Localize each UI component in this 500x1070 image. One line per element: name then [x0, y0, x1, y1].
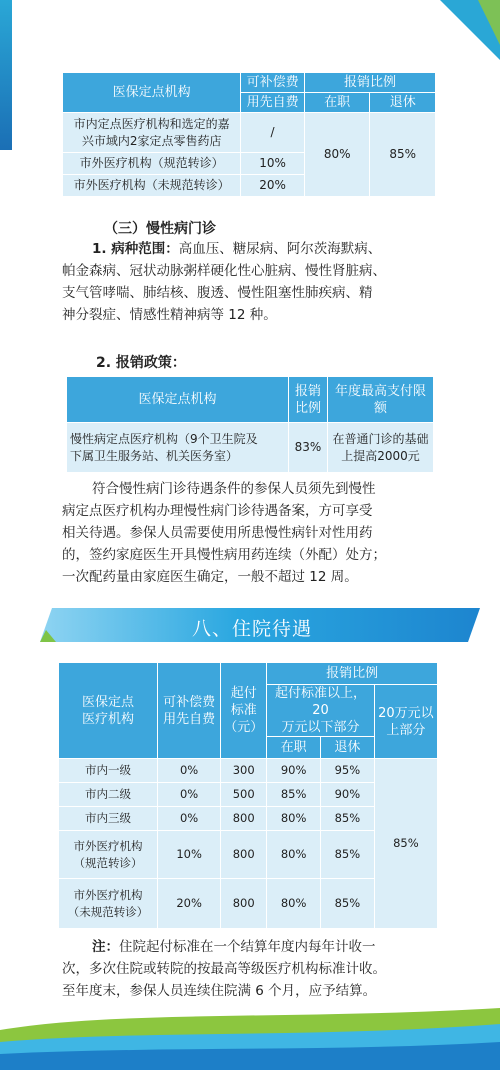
- table-cell: 0%: [157, 759, 220, 783]
- table-cell: 85%: [374, 759, 437, 929]
- th-pay: 可补偿费 用先自费: [157, 663, 220, 759]
- th-limit: 年度最高支付限额: [328, 377, 434, 423]
- table-cell: 市内二级: [59, 783, 158, 807]
- table-cell: 90%: [267, 759, 321, 783]
- note-line-2: 次，多次住院或转院的按最高等级医疗机构标准计收。: [62, 961, 386, 977]
- table-cell: 20%: [241, 175, 305, 197]
- table-cell: 800: [221, 807, 267, 831]
- table-cell: 85%: [320, 831, 374, 879]
- table-cell: 95%: [320, 759, 374, 783]
- table-cell: 0%: [157, 783, 220, 807]
- policy-title: 2. 报销政策：: [96, 355, 186, 371]
- para-line-4: 的，签约家庭医生开具慢性病用药连续（外配）处方；: [62, 547, 386, 563]
- bottom-wave-decor: [0, 1000, 500, 1070]
- scope-line-1: 1. 病种范围：高血压、糖尿病、阿尔茨海默病、: [92, 241, 382, 257]
- table-cell: 85%: [267, 783, 321, 807]
- table-cell: 市内定点医疗机构和选定的嘉 兴市域内2家定点零售药店: [63, 113, 241, 153]
- outpatient-table: [62, 72, 436, 197]
- hospital-table: [58, 662, 438, 929]
- th-retire: 退休: [370, 93, 436, 113]
- th-ratio: 报销比例: [267, 663, 438, 685]
- table-cell: 85%: [320, 879, 374, 929]
- table-cell: 85%: [320, 807, 374, 831]
- table-cell: 800: [221, 879, 267, 929]
- corner-decor-green: [478, 0, 500, 45]
- table-cell: 300: [221, 759, 267, 783]
- table-cell: 慢性病定点医疗机构（9个卫生院及 下属卫生服务站、机关医务室）: [67, 423, 289, 473]
- th-ratio: 报销比例: [304, 73, 435, 93]
- table-cell: 10%: [241, 153, 305, 175]
- table-cell: 市外医疗机构（规范转诊）: [63, 153, 241, 175]
- th-inst: 医保定点机构: [67, 377, 289, 423]
- th-ratio: 报销 比例: [289, 377, 328, 423]
- scope-line-4: 神分裂症、情感性精神病等 12 种。: [62, 307, 277, 323]
- table-cell: 80%: [267, 831, 321, 879]
- table-cell: 80%: [267, 879, 321, 929]
- table-cell: 20%: [157, 879, 220, 929]
- table-cell: 85%: [370, 113, 436, 197]
- para-line-5: 一次配药量由家庭医生确定，一般不超过 12 周。: [62, 569, 358, 585]
- note-line-3: 至年度末，参保人员连续住院满 6 个月，应予结算。: [62, 983, 377, 999]
- table-cell: /: [241, 113, 305, 153]
- th-inst: 医保定点 医疗机构: [59, 663, 158, 759]
- th-start: 起付 标准 （元）: [221, 663, 267, 759]
- table-cell: 0%: [157, 807, 220, 831]
- th-work: 在职: [267, 737, 321, 759]
- table-cell: 市内一级: [59, 759, 158, 783]
- table-cell: 市外医疗机构 （未规范转诊）: [59, 879, 158, 929]
- th-retire: 退休: [320, 737, 374, 759]
- table-cell: 90%: [320, 783, 374, 807]
- th-above: 20万元以 上部分: [374, 685, 437, 759]
- table-cell: 在普通门诊的基础 上提高2000元: [328, 423, 434, 473]
- table-cell: 市外医疗机构 （规范转诊）: [59, 831, 158, 879]
- table-cell: 800: [221, 831, 267, 879]
- table-cell: 80%: [304, 113, 370, 197]
- th-range: 起付标准以上，20 万元以下部分: [267, 685, 375, 737]
- table-cell: 市外医疗机构（未规范转诊）: [63, 175, 241, 197]
- section-title: （三）慢性病门诊: [104, 221, 216, 237]
- table-cell: 80%: [267, 807, 321, 831]
- para-line-1: 符合慢性病门诊待遇条件的参保人员须先到慢性: [92, 481, 376, 497]
- banner-title: 八、住院待遇: [192, 618, 313, 640]
- note-line-1: 注：住院起付标准在一个结算年度内每年计收一: [92, 939, 376, 955]
- table-cell: 10%: [157, 831, 220, 879]
- scope-line-2: 帕金森病、冠状动脉粥样硬化性心脏病、慢性肾脏病、: [62, 263, 386, 279]
- para-line-3: 相关待遇。参保人员需要使用所患慢性病针对性用药: [62, 525, 373, 541]
- th-inst: 医保定点机构: [63, 73, 241, 113]
- chronic-table: [66, 376, 434, 473]
- th-work: 在职: [304, 93, 370, 113]
- th-pay-2: 用先自费: [241, 93, 305, 113]
- para-line-2: 病定点医疗机构办理慢性病门诊待遇备案，方可享受: [62, 503, 373, 519]
- scope-line-3: 支气管哮喘、肺结核、腹透、慢性阻塞性肺疾病、精: [62, 285, 373, 301]
- table-cell: 市内三级: [59, 807, 158, 831]
- th-pay-1: 可补偿费: [241, 73, 305, 93]
- table-cell: 500: [221, 783, 267, 807]
- table-cell: 83%: [289, 423, 328, 473]
- left-decor-stripe: [0, 0, 12, 150]
